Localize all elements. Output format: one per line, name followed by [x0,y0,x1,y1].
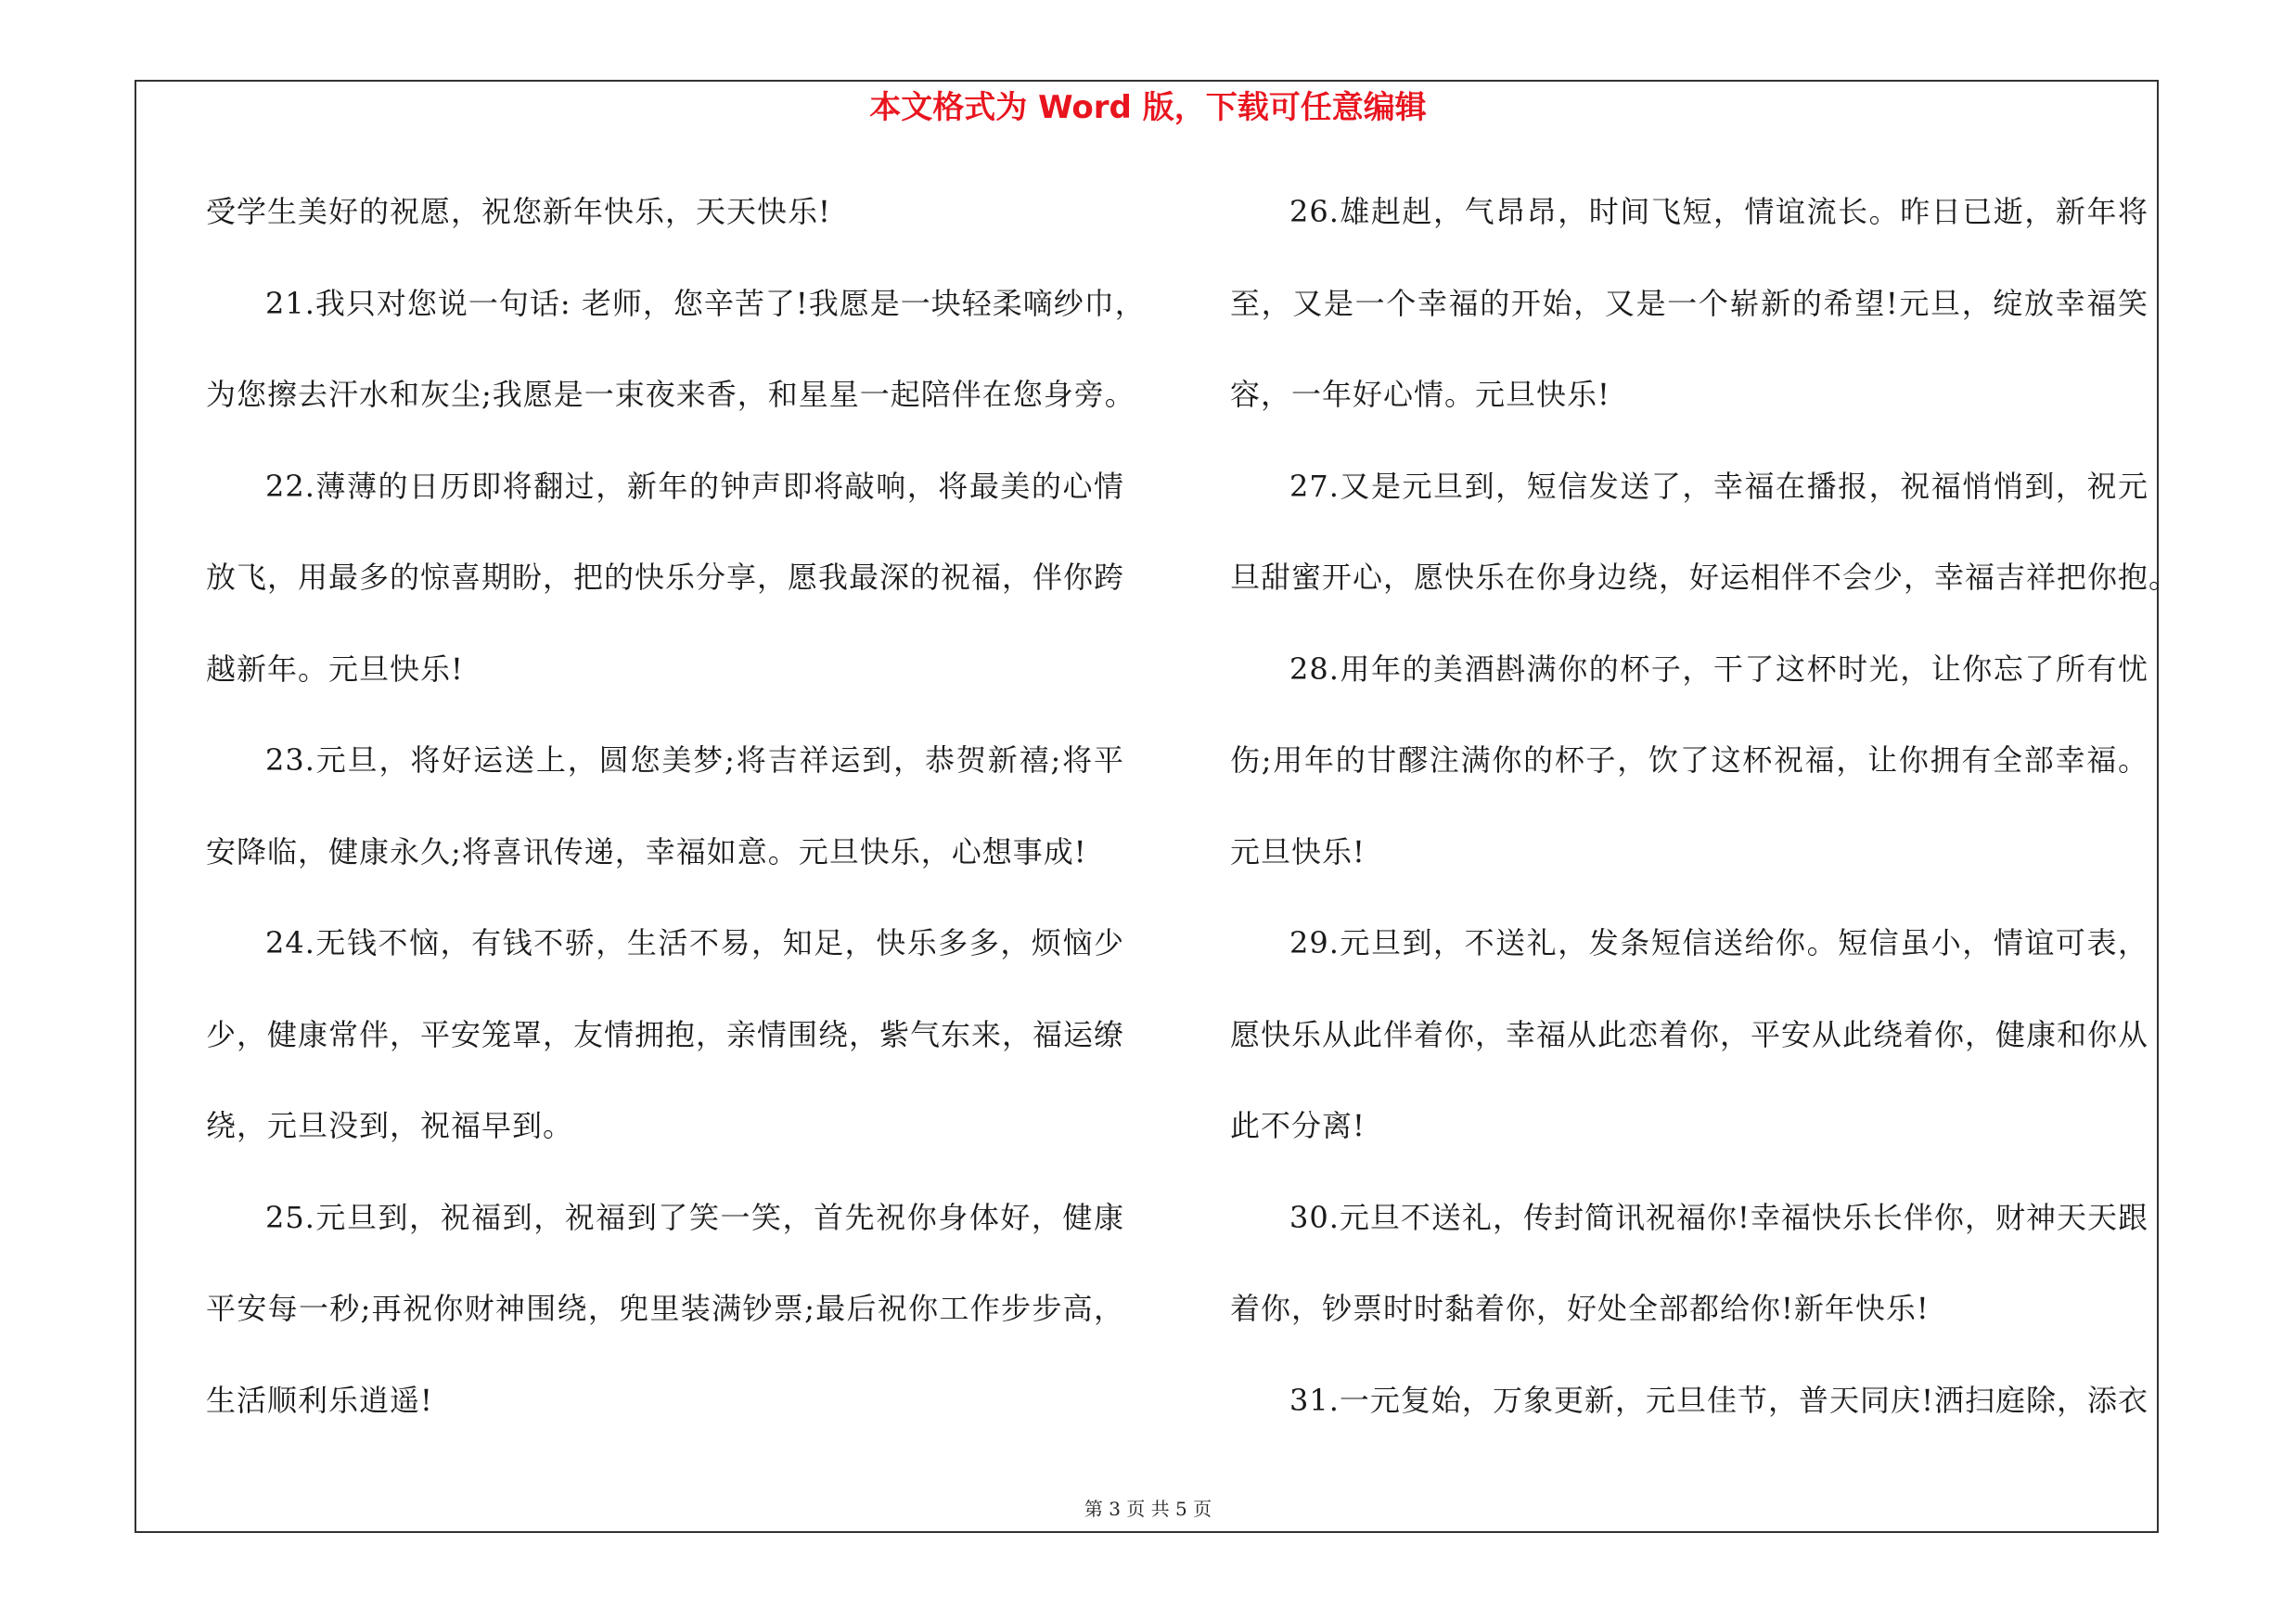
paragraph-start-24: 24.无钱不恼，有钱不骄，生活不易，知足，快乐多多，烦恼少 [265,925,1124,960]
text-line: 生活顺利乐逍遥! [206,1382,433,1418]
paragraph-start-31: 31.一元复始，万象更新，元旦佳节，普天同庆!洒扫庭除，添衣 [1289,1382,2148,1418]
text-line: 此不分离! [1230,1108,1366,1143]
paragraph-start-25: 25.元旦到，祝福到，祝福到了笑一笑，首先祝你身体好，健康 [265,1199,1124,1235]
paragraph-start-29: 29.元旦到，不送礼，发条短信送给你。短信虽小，情谊可表， [1289,925,2148,960]
text-line: 愿快乐从此伴着你，幸福从此恋着你，平安从此绕着你，健康和你从 [1230,1016,2149,1052]
text-line: 为您擦去汗水和灰尘;我愿是一束夜来香，和星星一起陪伴在您身旁。 [206,377,1135,412]
text-line: 元旦快乐! [1230,833,1366,869]
paragraph-start-27: 27.又是元旦到，短信发送了，幸福在播报，祝福悄悄到，祝元 [1289,468,2148,504]
paragraph-start-30: 30.元旦不送礼，传封简讯祝福你!幸福快乐长伴你，财神天天跟 [1289,1199,2148,1235]
left-column [206,182,1146,1462]
text-line: 越新年。元旦快乐! [206,650,464,687]
text-line: 受学生美好的祝愿，祝您新年快乐，天天快乐! [206,194,831,229]
text-line: 容，一年好心情。元旦快乐! [1230,377,1610,412]
paragraph-start-28: 28.用年的美酒斟满你的杯子，干了这杯时光，让你忘了所有忧 [1289,650,2148,687]
page-number: 第 3 页 共 5 页 [1084,1498,1212,1520]
paragraph-start-22: 22.薄薄的日历即将翻过，新年的钟声即将敲响，将最美的心情 [265,468,1124,504]
text-line: 伤;用年的甘醪注满你的杯子，饮了这杯祝福，让你拥有全部幸福。 [1230,742,2148,778]
text-line: 绕，元旦没到，祝福早到。 [206,1108,574,1143]
text-line: 旦甜蜜开心，愿快乐在你身边绕，好运相伴不会少，幸福吉祥把你抱。 [1230,560,2180,595]
text-line: 至，又是一个幸福的开始，又是一个崭新的希望!元旦，绽放幸福笑 [1230,285,2148,321]
text-line: 放飞，用最多的惊喜期盼，把的快乐分享，愿我最深的祝福，伴你跨 [206,560,1125,595]
text-line: 少，健康常伴，平安笼罩，友情拥抱，亲情围绕，紫气东来，福运缭 [206,1016,1125,1052]
right-column [1230,182,2180,1462]
text-line: 着你，钞票时时黏着你，好处全部都给你!新年快乐! [1230,1291,1930,1326]
paragraph-start-26: 26.雄赳赳，气昂昂，时间飞短，情谊流长。昨日已逝，新年将 [1289,194,2148,229]
text-line: 平安每一秒;再祝你财神围绕，兜里装满钞票;最后祝你工作步步高， [206,1291,1124,1326]
text-line: 安降临，健康永久;将喜讯传递，幸福如意。元旦快乐，心想事成! [206,833,1087,869]
word-format-note: 本文格式为 Word 版，下载可任意编辑 [869,89,1427,126]
paragraph-start-21: 21.我只对您说一句话: 老师，您辛苦了!我愿是一块轻柔嘀纱巾， [265,285,1146,321]
paragraph-start-23: 23.元旦，将好运送上，圆您美梦;将吉祥运到，恭贺新禧;将平 [265,742,1124,778]
